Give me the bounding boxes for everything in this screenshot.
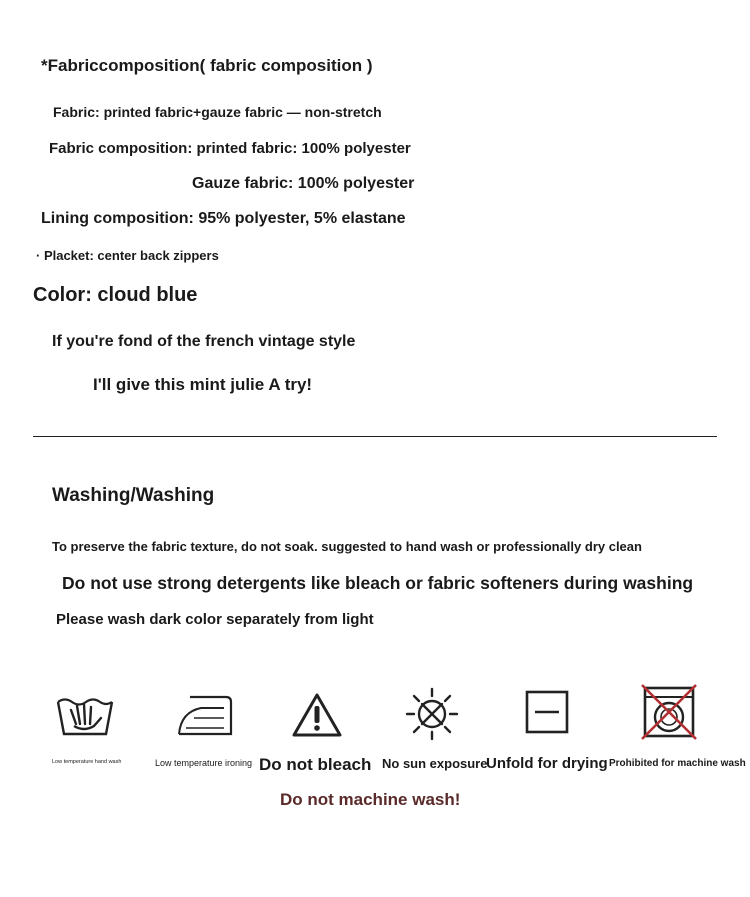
washing-line-3: Please wash dark color separately from light: [56, 611, 374, 628]
placket-line: · Placket: center back zippers: [36, 248, 219, 263]
fabric-composition-line: Fabric composition: printed fabric: 100% polyester: [49, 140, 411, 157]
iron-icon: [176, 692, 234, 738]
caption-no-machine-wash: Prohibited for machine wash: [609, 758, 746, 769]
caption-no-bleach: Do not bleach: [259, 755, 372, 774]
no-sun-icon: [404, 686, 460, 742]
composition-heading: *Fabriccomposition( fabric composition ): [41, 56, 373, 75]
caption-no-sun: No sun exposure: [382, 756, 488, 771]
lining-line: Lining composition: 95% polyester, 5% elastane: [41, 210, 406, 227]
no-bleach-icon: [291, 692, 343, 738]
tagline-2: I'll give this mint julie A try!: [93, 375, 313, 394]
color-line: Color: cloud blue: [33, 284, 198, 306]
gauze-line: Gauze fabric: 100% polyester: [192, 175, 415, 192]
washing-heading: Washing/Washing: [52, 485, 215, 506]
no-machine-wash-icon: [641, 684, 697, 740]
caption-hand-wash: Low temperature hand wash: [52, 759, 122, 765]
hand-wash-icon: [55, 684, 115, 740]
washing-line-2: Do not use strong detergents like bleach or fabric softeners during washing: [62, 573, 694, 593]
flat-dry-icon: [525, 690, 571, 736]
fabric-line: Fabric: printed fabric+gauze fabric — non-stretch: [53, 104, 382, 120]
caption-flat-dry: Unfold for drying: [486, 755, 608, 772]
machine-wash-warning: Do not machine wash!: [280, 790, 461, 809]
washing-line-1: To preserve the fabric texture, do not soak. suggested to hand wash or professionally dry clean: [52, 539, 642, 554]
tagline-1: If you're fond of the french vintage style: [52, 333, 356, 350]
section-divider: [33, 436, 717, 437]
caption-ironing: Low temperature ironing: [155, 758, 253, 768]
